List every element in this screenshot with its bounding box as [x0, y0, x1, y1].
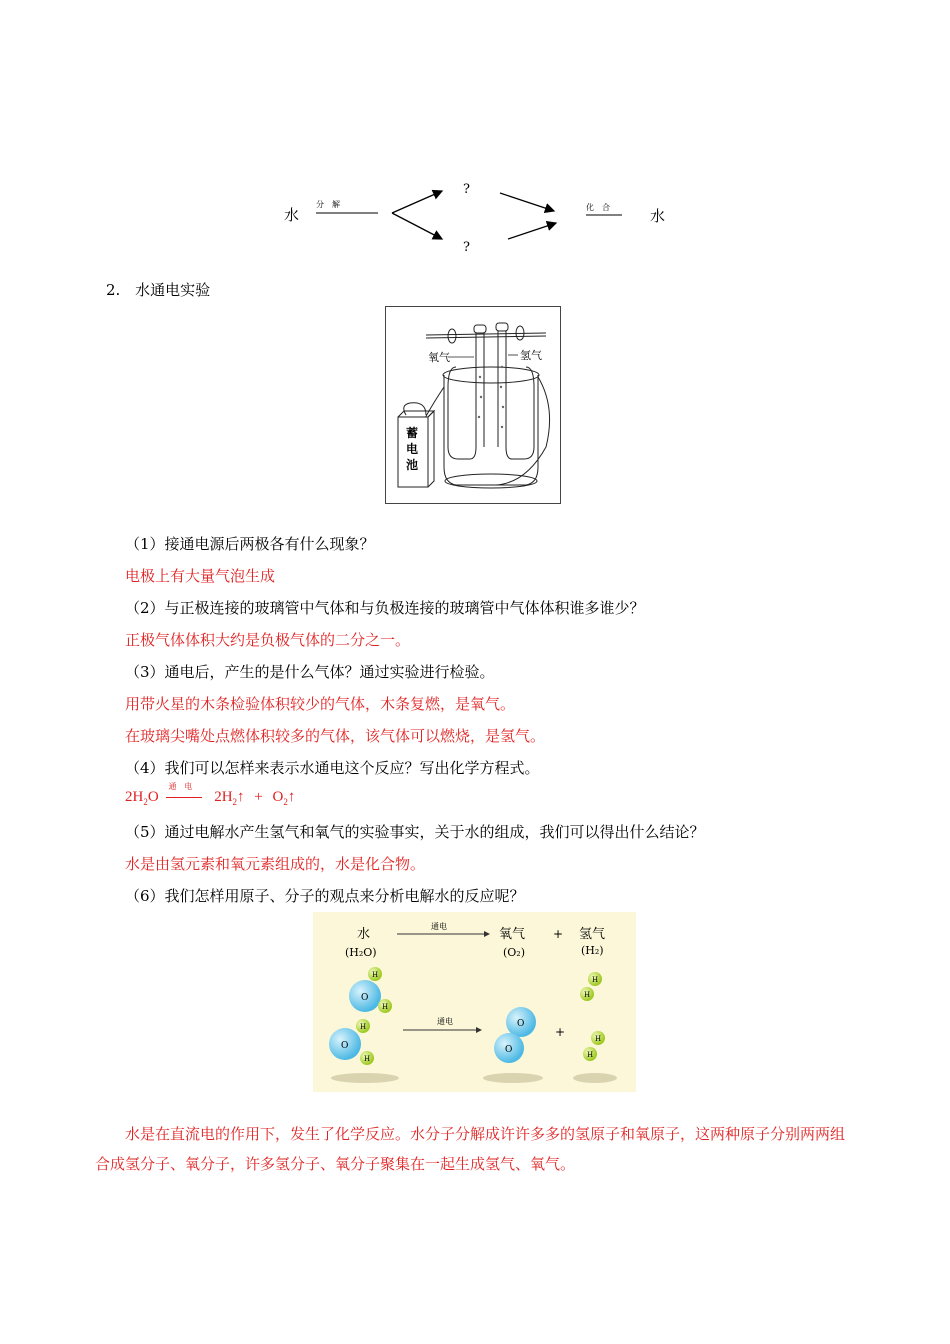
scheme-arrows	[300, 185, 640, 255]
oxygen-o1-label: O	[517, 1019, 525, 1029]
answer-3b: 在玻璃尖嘴处点燃体积较多的气体，该气体可以燃烧，是氢气。	[125, 727, 546, 745]
equation-product2: O	[272, 789, 284, 805]
answer-2: 正极气体体积大约是负极气体的二分之一。	[125, 631, 411, 649]
scheme-combine-label: 化 合	[586, 203, 610, 212]
oxygen-o2-label: O	[505, 1045, 513, 1055]
water2-h2-label: H	[364, 1055, 371, 1063]
section-title: 水通电实验	[135, 281, 211, 299]
answer-5: 水是由氢元素和氧元素组成的，水是化合物。	[125, 855, 426, 873]
electrolysis-apparatus-figure	[385, 306, 561, 504]
arrow-up-left	[392, 191, 442, 213]
water1-h1-label: H	[372, 971, 379, 979]
diagram-oxygen-label: 氧气	[499, 927, 526, 942]
hydrogen2-h2-label: H	[587, 1051, 594, 1059]
apparatus-drawing	[386, 307, 560, 503]
hydrogen2-h1-label: H	[595, 1035, 602, 1043]
water2-h1-label: H	[360, 1023, 367, 1031]
equation-product1-sub: 2	[232, 797, 238, 807]
scheme-water-left: 水	[284, 206, 300, 224]
scheme-question-bottom: ?	[463, 240, 470, 255]
scheme-decompose-label: 分 解	[316, 200, 340, 209]
diagram-arrow-label-top: 通电	[431, 922, 447, 931]
battery-label-2: 电	[406, 442, 419, 456]
equation-reactant-tail: O	[147, 789, 159, 805]
water1-h2-label: H	[382, 1003, 389, 1011]
equation-condition-line	[166, 797, 202, 798]
water2-o-label: O	[341, 1041, 349, 1051]
battery-label-3: 池	[406, 458, 419, 472]
water1-o-label: O	[361, 993, 369, 1003]
section-number: 2.	[106, 281, 121, 299]
apparatus-hydrogen-label: 氢气	[520, 349, 542, 362]
diagram-water-label: 水	[357, 927, 371, 942]
section-heading	[106, 279, 210, 300]
apparatus-oxygen-label: 氧气	[428, 351, 450, 364]
question-1: （1）接通电源后两极各有什么现象？	[125, 535, 375, 553]
arrow-up-right	[508, 223, 556, 239]
equation-reactant-sub: 2	[143, 797, 148, 807]
equation-plus: +	[254, 789, 263, 805]
equation-gas-arrow-2: ↑	[287, 789, 296, 805]
diagram-arrow-label-bottom: 通电	[437, 1017, 453, 1026]
equation-condition-label: 通 电	[168, 782, 193, 791]
question-4: （4）我们可以怎样来表示水通电这个反应？写出化学方程式。	[125, 759, 540, 777]
equation-gas-arrow-1: ↑	[237, 789, 245, 805]
equation-product2-sub: 2	[283, 797, 288, 807]
molecule-diagram	[313, 912, 636, 1092]
question-3: （3）通电后，产生的是什么气体？通过实验进行检验。	[125, 663, 495, 681]
diagram-hydrogen-formula: (H₂)	[581, 944, 604, 957]
scheme-water-right: 水	[650, 207, 666, 225]
battery-label-1: 蓄	[406, 426, 419, 440]
chemical-equation	[125, 782, 296, 807]
equation-condition	[166, 782, 206, 806]
arrow-down-left	[392, 213, 442, 239]
diagram-plus-top: +	[553, 927, 564, 941]
question-5: （5）通过电解水产生氢气和氧气的实验事实，关于水的组成，我们可以得出什么结论？	[125, 823, 705, 841]
equation-reactant: 2H	[125, 789, 144, 805]
question-6: （6）我们怎样用原子、分子的观点来分析电解水的反应呢？	[125, 887, 525, 905]
hydrogen1-h1-label: H	[592, 976, 599, 984]
equation-product1: 2H	[214, 789, 233, 805]
question-2: （2）与正极连接的玻璃管中气体和与负极连接的玻璃管中气体体积谁多谁少？	[125, 599, 645, 617]
diagram-hydrogen-label: 氢气	[579, 927, 606, 942]
conclusion-paragraph: 水是在直流电的作用下，发生了化学反应。水分子分解成许许多多的氢原子和氧原子，这两种原子分别两两组合成氢分子、氧分子，许多氢分子、氧分子聚集在一起生成氢气、氧气。	[95, 1125, 846, 1173]
answer-3a: 用带火星的木条检验体积较少的气体，木条复燃，是氧气。	[125, 695, 516, 713]
diagram-plus-bottom: +	[555, 1025, 566, 1039]
hydrogen1-h2-label: H	[584, 991, 591, 999]
answer-1: 电极上有大量气泡生成	[125, 567, 276, 585]
diagram-oxygen-formula: (O₂)	[503, 946, 526, 959]
diagram-water-formula: (H₂O)	[345, 946, 377, 959]
molecule-diagram-svg	[313, 912, 636, 1092]
scheme-question-top: ?	[463, 182, 470, 197]
arrow-down-right	[500, 193, 554, 211]
